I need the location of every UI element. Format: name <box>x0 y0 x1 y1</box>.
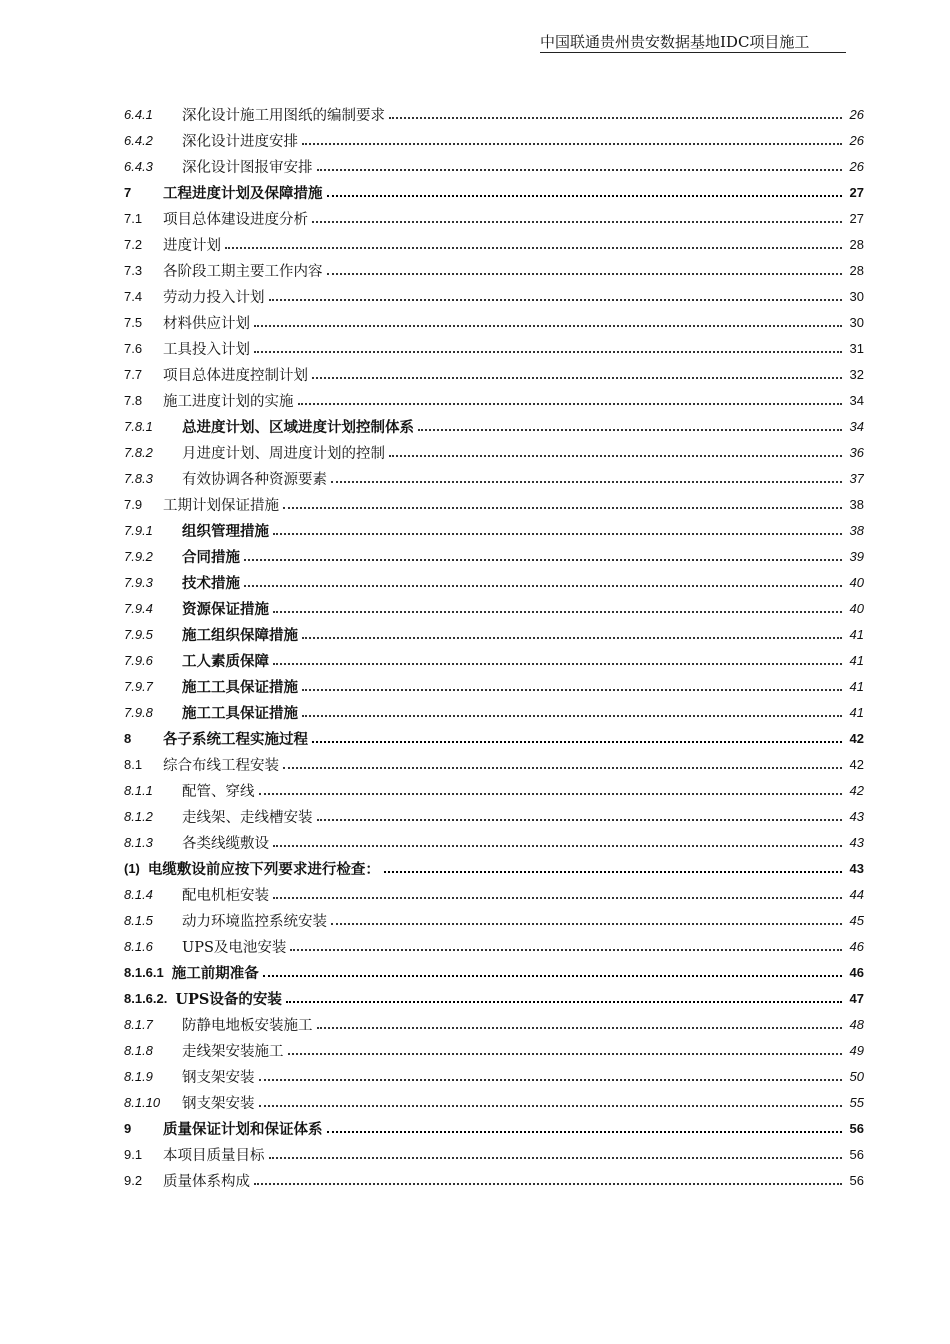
toc-entry-number: (1) <box>124 860 140 876</box>
toc-dot-leader <box>273 883 842 899</box>
toc-dot-leader <box>244 571 842 587</box>
toc-dot-leader <box>327 259 843 275</box>
toc-dot-leader <box>312 363 842 379</box>
toc-entry-page: 37 <box>849 470 864 486</box>
toc-dot-leader <box>317 155 843 171</box>
toc-dot-leader <box>327 1117 843 1133</box>
toc-dot-leader <box>269 1143 843 1159</box>
toc-entry-number: 7.3 <box>124 262 143 278</box>
toc-entry-title: 走线架安装施工 <box>182 1043 284 1060</box>
toc-dot-leader <box>331 909 842 925</box>
toc-entry-title: 工人素质保障 <box>182 652 269 670</box>
toc-entry-page: 55 <box>849 1094 864 1110</box>
toc-entry-page: 41 <box>849 704 864 720</box>
toc-entry[interactable] <box>124 153 864 179</box>
table-of-contents <box>124 101 864 1193</box>
toc-entry[interactable] <box>124 803 864 829</box>
toc-entry[interactable] <box>124 595 864 621</box>
toc-entry[interactable] <box>124 231 864 257</box>
toc-entry-title: 各阶段工期主要工作内容 <box>163 263 323 280</box>
toc-entry[interactable] <box>124 257 864 283</box>
toc-entry-number: 8.1.5 <box>124 912 153 928</box>
toc-entry[interactable] <box>124 205 864 231</box>
toc-entry-title: 技术措施 <box>182 574 240 592</box>
toc-entry-page: 42 <box>849 782 864 798</box>
toc-entry-title: 工具投入计划 <box>163 341 250 358</box>
toc-dot-leader <box>254 311 842 327</box>
toc-entry[interactable] <box>124 179 864 205</box>
toc-entry-title: 施工工具保证措施 <box>182 704 298 722</box>
toc-entry-page: 32 <box>849 366 864 382</box>
toc-entry-number: 7.9.4 <box>124 600 153 616</box>
toc-entry-title: 质量保证计划和保证体系 <box>163 1120 323 1138</box>
toc-entry[interactable] <box>124 1089 864 1115</box>
toc-entry-number: 7.9.7 <box>124 678 153 694</box>
toc-dot-leader <box>254 337 842 353</box>
toc-entry-page: 41 <box>849 626 864 642</box>
toc-entry-page: 44 <box>849 886 864 902</box>
toc-entry-page: 26 <box>849 106 864 122</box>
toc-entry-page: 48 <box>849 1016 864 1032</box>
toc-entry[interactable] <box>124 699 864 725</box>
toc-dot-leader <box>244 545 842 561</box>
toc-dot-leader <box>317 1013 843 1029</box>
toc-entry-page: 43 <box>849 834 864 850</box>
toc-entry-page: 28 <box>849 236 864 252</box>
toc-entry-title: 配电机柜安装 <box>182 887 269 904</box>
toc-entry-page: 39 <box>849 548 864 564</box>
toc-entry-title: 各子系统工程实施过程 <box>163 730 308 748</box>
toc-entry-page: 43 <box>849 808 864 824</box>
toc-entry-title: 施工前期准备 <box>171 964 259 982</box>
toc-entry[interactable] <box>124 933 864 959</box>
toc-entry[interactable] <box>124 1037 864 1063</box>
toc-entry-number: 9 <box>124 1120 132 1136</box>
toc-entry-number: 8.1 <box>124 756 143 772</box>
toc-dot-leader <box>273 649 842 665</box>
toc-entry-title: 钢支架安装 <box>182 1095 255 1112</box>
toc-entry-number: 7.8.1 <box>124 418 153 434</box>
toc-entry-title: 工程进度计划及保障措施 <box>163 184 323 202</box>
toc-dot-leader <box>273 597 842 613</box>
toc-entry-page: 30 <box>849 314 864 330</box>
toc-entry[interactable] <box>124 1011 864 1037</box>
toc-entry-page: 56 <box>849 1172 864 1188</box>
toc-entry[interactable] <box>124 361 864 387</box>
toc-entry-page: 40 <box>849 574 864 590</box>
toc-dot-leader <box>288 1039 843 1055</box>
toc-entry-page: 28 <box>849 262 864 278</box>
toc-entry-number: 8.1.6.2. <box>124 990 168 1006</box>
toc-entry[interactable] <box>124 465 864 491</box>
toc-entry-title: 施工进度计划的实施 <box>163 393 294 410</box>
toc-entry[interactable] <box>124 1167 864 1193</box>
toc-dot-leader <box>302 129 842 145</box>
toc-entry-page: 34 <box>849 392 864 408</box>
toc-entry-number: 7.9.5 <box>124 626 153 642</box>
toc-entry[interactable] <box>124 725 864 751</box>
toc-dot-leader <box>259 1091 843 1107</box>
toc-entry-number: 6.4.2 <box>124 132 153 148</box>
toc-dot-leader <box>384 857 842 873</box>
toc-entry[interactable] <box>124 387 864 413</box>
toc-entry-number: 7.6 <box>124 340 143 356</box>
toc-dot-leader <box>283 753 842 769</box>
toc-entry-number: 8.1.7 <box>124 1016 153 1032</box>
toc-entry[interactable] <box>124 621 864 647</box>
toc-entry-title: 质量体系构成 <box>163 1173 250 1190</box>
toc-entry[interactable] <box>124 959 864 985</box>
toc-entry-number: 8.1.10 <box>124 1094 161 1110</box>
toc-entry-number: 7.9.1 <box>124 522 153 538</box>
toc-dot-leader <box>290 935 842 951</box>
toc-dot-leader <box>302 701 842 717</box>
toc-entry[interactable] <box>124 569 864 595</box>
toc-entry-page: 49 <box>849 1042 864 1058</box>
toc-entry-title: 施工组织保障措施 <box>182 626 298 644</box>
toc-entry-number: 7.8.2 <box>124 444 153 460</box>
toc-entry-title: 深化设计施工用图纸的编制要求 <box>182 107 385 124</box>
toc-entry-page: 27 <box>849 210 864 226</box>
toc-entry[interactable] <box>124 647 864 673</box>
toc-entry-page: 41 <box>849 678 864 694</box>
toc-entry[interactable] <box>124 673 864 699</box>
toc-entry-number: 7.9.6 <box>124 652 153 668</box>
toc-entry-title: 工期计划保证措施 <box>163 497 279 514</box>
toc-dot-leader <box>283 493 842 509</box>
toc-entry-title: 动力环境监控系统安装 <box>182 913 327 930</box>
toc-entry-title: 深化设计进度安排 <box>182 133 298 150</box>
toc-entry[interactable] <box>124 413 864 439</box>
toc-dot-leader <box>418 415 842 431</box>
toc-entry[interactable] <box>124 309 864 335</box>
toc-entry-number: 8.1.9 <box>124 1068 153 1084</box>
toc-entry-title: 总进度计划、区域进度计划控制体系 <box>182 418 414 436</box>
toc-entry-page: 40 <box>849 600 864 616</box>
toc-entry-page: 46 <box>849 964 864 980</box>
toc-entry-page: 30 <box>849 288 864 304</box>
toc-entry[interactable] <box>124 491 864 517</box>
toc-entry-number: 9.2 <box>124 1172 143 1188</box>
toc-entry-number: 6.4.3 <box>124 158 153 174</box>
toc-entry-page: 34 <box>849 418 864 434</box>
toc-entry-number: 6.4.1 <box>124 106 153 122</box>
toc-entry-number: 8.1.8 <box>124 1042 153 1058</box>
toc-entry-title: 电缆敷设前应按下列要求进行检查： <box>147 860 380 878</box>
toc-dot-leader <box>269 285 843 301</box>
toc-entry[interactable] <box>124 907 864 933</box>
toc-entry-page: 27 <box>849 184 864 200</box>
toc-entry-number: 7.5 <box>124 314 143 330</box>
toc-entry-page: 47 <box>849 990 864 1006</box>
toc-entry-title: 综合布线工程安装 <box>163 757 279 774</box>
toc-entry-page: 38 <box>849 496 864 512</box>
toc-dot-leader <box>273 831 842 847</box>
toc-dot-leader <box>254 1169 842 1185</box>
toc-entry-title: 有效协调各种资源要素 <box>182 471 327 488</box>
toc-entry[interactable] <box>124 1115 864 1141</box>
toc-entry-number: 8.1.6 <box>124 938 153 954</box>
toc-entry-title: 劳动力投入计划 <box>163 289 265 306</box>
toc-entry[interactable] <box>124 881 864 907</box>
toc-entry-title: 合同措施 <box>182 548 240 566</box>
toc-entry-page: 46 <box>849 938 864 954</box>
toc-entry-number: 7.1 <box>124 210 143 226</box>
toc-entry-title: 月进度计划、周进度计划的控制 <box>182 445 385 462</box>
toc-entry[interactable] <box>124 855 864 881</box>
toc-dot-leader <box>389 441 842 457</box>
toc-dot-leader <box>312 727 842 743</box>
toc-entry-page: 26 <box>849 158 864 174</box>
toc-dot-leader <box>317 805 843 821</box>
toc-entry-title: 深化设计图报审安排 <box>182 159 313 176</box>
toc-entry[interactable] <box>124 985 864 1011</box>
toc-entry-title: 施工工具保证措施 <box>182 678 298 696</box>
toc-entry-title: 配管、穿线 <box>182 783 255 800</box>
toc-entry-number: 8.1.4 <box>124 886 153 902</box>
toc-dot-leader <box>389 103 842 119</box>
toc-entry-number: 7.9.8 <box>124 704 153 720</box>
toc-entry-title: 钢支架安装 <box>182 1069 255 1086</box>
toc-entry-number: 8.1.1 <box>124 782 153 798</box>
toc-entry-page: 42 <box>849 756 864 772</box>
toc-entry-page: 38 <box>849 522 864 538</box>
toc-dot-leader <box>298 389 843 405</box>
toc-entry-title: 走线架、走线槽安装 <box>182 809 313 826</box>
toc-entry-title: UPS设备的安装 <box>175 990 282 1008</box>
toc-entry-title: 资源保证措施 <box>182 600 269 618</box>
toc-entry-title: 组织管理措施 <box>182 522 269 540</box>
toc-entry-number: 7.8.3 <box>124 470 153 486</box>
toc-entry-title: 进度计划 <box>163 237 221 254</box>
toc-entry-page: 36 <box>849 444 864 460</box>
toc-entry-number: 8 <box>124 730 132 746</box>
toc-entry[interactable] <box>124 777 864 803</box>
toc-entry-number: 7.2 <box>124 236 143 252</box>
toc-dot-leader <box>225 233 842 249</box>
toc-entry-page: 42 <box>849 730 864 746</box>
toc-entry[interactable] <box>124 1063 864 1089</box>
toc-entry-title: 防静电地板安装施工 <box>182 1017 313 1034</box>
toc-entry[interactable] <box>124 517 864 543</box>
toc-entry-title: 本项目质量目标 <box>163 1147 265 1164</box>
toc-entry[interactable] <box>124 1141 864 1167</box>
toc-entry-page: 56 <box>849 1120 864 1136</box>
toc-entry-page: 26 <box>849 132 864 148</box>
document-header: 中国联通贵州贵安数据基地IDC项目施工 <box>540 32 846 53</box>
toc-dot-leader <box>286 987 842 1003</box>
toc-dot-leader <box>302 623 842 639</box>
toc-entry-number: 7.8 <box>124 392 143 408</box>
toc-entry-number: 8.1.2 <box>124 808 153 824</box>
toc-dot-leader <box>263 961 842 977</box>
toc-entry-number: 8.1.3 <box>124 834 153 850</box>
toc-dot-leader <box>259 779 843 795</box>
toc-entry-page: 41 <box>849 652 864 668</box>
toc-entry[interactable] <box>124 335 864 361</box>
toc-entry[interactable] <box>124 127 864 153</box>
toc-entry-number: 9.1 <box>124 1146 143 1162</box>
toc-entry-number: 7.9 <box>124 496 143 512</box>
toc-dot-leader <box>312 207 842 223</box>
toc-entry-page: 43 <box>849 860 864 876</box>
toc-entry-number: 7.9.3 <box>124 574 153 590</box>
toc-entry-title: UPS及电池安装 <box>182 939 287 956</box>
toc-dot-leader <box>327 181 843 197</box>
toc-entry[interactable] <box>124 101 864 127</box>
toc-entry-number: 7.9.2 <box>124 548 153 564</box>
toc-entry[interactable] <box>124 751 864 777</box>
toc-dot-leader <box>331 467 842 483</box>
toc-entry-title: 材料供应计划 <box>163 315 250 332</box>
toc-entry[interactable] <box>124 283 864 309</box>
toc-entry-number: 7.7 <box>124 366 143 382</box>
toc-entry[interactable] <box>124 439 864 465</box>
toc-entry[interactable] <box>124 543 864 569</box>
toc-entry-page: 50 <box>849 1068 864 1084</box>
toc-entry-page: 56 <box>849 1146 864 1162</box>
toc-dot-leader <box>259 1065 843 1081</box>
toc-entry-number: 7.4 <box>124 288 143 304</box>
toc-entry-page: 45 <box>849 912 864 928</box>
toc-entry-page: 31 <box>849 340 864 356</box>
toc-entry-title: 项目总体建设进度分析 <box>163 211 308 228</box>
toc-entry-title: 项目总体进度控制计划 <box>163 367 308 384</box>
toc-entry-number: 7 <box>124 184 132 200</box>
toc-entry-title: 各类线缆敷设 <box>182 835 269 852</box>
toc-dot-leader <box>302 675 842 691</box>
toc-entry[interactable] <box>124 829 864 855</box>
toc-entry-number: 8.1.6.1 <box>124 964 164 980</box>
toc-dot-leader <box>273 519 842 535</box>
